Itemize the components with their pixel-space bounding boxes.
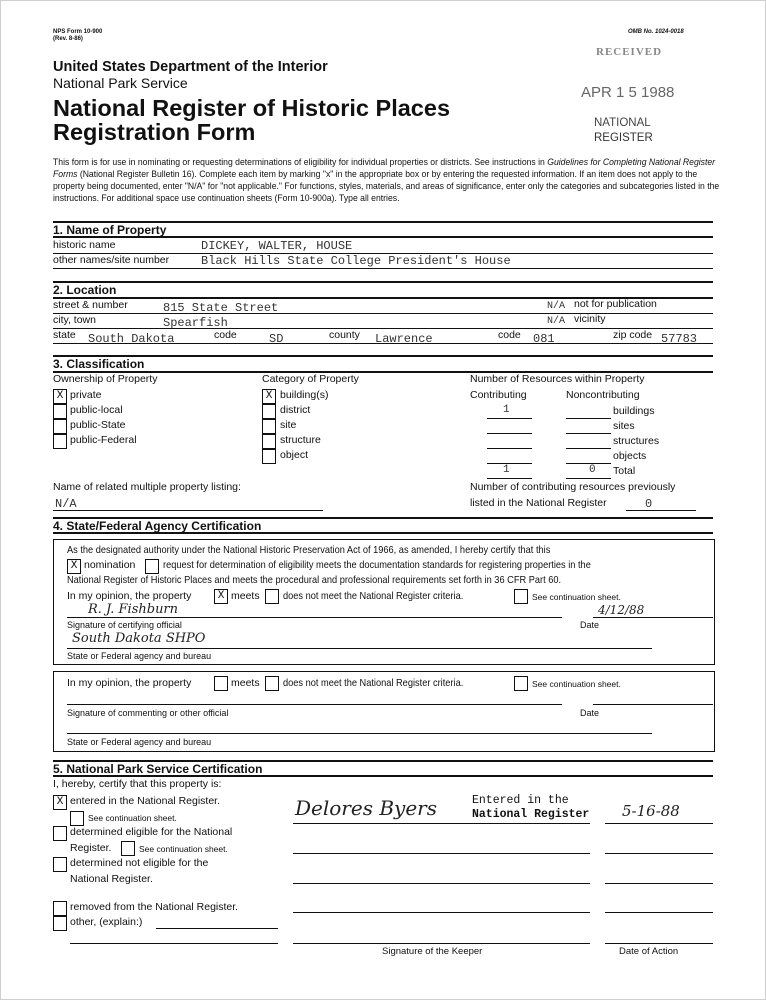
rule [593,704,713,705]
state-code-field[interactable]: SD [269,332,284,346]
state-code-label: code [214,329,237,341]
ownership-private-label: private [70,389,102,401]
checkbox-meets[interactable]: X [214,589,228,604]
checkbox-site[interactable] [262,419,276,434]
multiple-listing-field[interactable]: N/A [55,497,77,511]
multiple-listing-label: Name of related multiple property listing: [53,481,241,493]
agency-field[interactable]: South Dakota SHPO [72,631,206,646]
certifying-date[interactable]: 4/12/88 [598,603,645,617]
received-stamp: RECEIVED [596,46,663,58]
noncontributing-label: Noncontributing [566,389,640,401]
ownership-title: Ownership of Property [53,373,158,385]
rule [67,733,652,734]
stamp-register: REGISTER [594,132,653,144]
meets-label: meets [231,590,260,602]
section-2-title: 2. Location [53,283,117,297]
checkbox-private[interactable]: X [53,389,67,404]
checkbox-b2-meets[interactable] [214,676,228,691]
resource-type-label: structures [613,435,660,447]
previous-count-field[interactable]: 0 [645,497,653,511]
resource-type-label: objects [613,450,647,462]
state-field[interactable]: South Dakota [88,332,175,346]
omb-number: OMB No. 1024-0018 [628,29,684,35]
section-1-title: 1. Name of Property [53,223,167,237]
rule [605,943,713,944]
checkbox-public-state[interactable] [53,419,67,434]
contributing-label: Contributing [470,389,527,401]
street-field[interactable]: 815 State Street [163,301,279,315]
rule [67,648,652,649]
noncontributing-count[interactable]: 0 [589,464,596,476]
rule [53,281,713,283]
county-code-label: code [498,329,521,341]
category-site-label: site [280,419,297,431]
b2-opinion-label: In my opinion, the property [67,677,192,689]
rule [566,418,611,419]
rule [566,478,611,479]
rule [605,883,713,884]
category-structure-label: structure [280,434,321,446]
category-district-label: district [280,404,311,416]
rule [605,912,713,913]
other-names-field[interactable]: Black Hills State College President's House [201,254,511,268]
eligible-label-2: Register. [70,842,112,854]
rule [293,943,590,944]
rule [53,510,323,511]
resource-type-label: buildings [613,405,655,417]
rule [67,704,562,705]
continuation-label: See continuation sheet. [532,592,621,602]
checkbox-continuation[interactable] [514,589,528,604]
ownership-public-state-label: public-State [70,419,126,431]
entered-stamp-line-2: National Register [472,808,590,821]
zip-field[interactable]: 57783 [661,332,698,346]
rule [53,532,713,534]
b2-does-not-meet-label: does not meet the National Register criteria. [283,677,464,689]
rule [487,433,532,434]
form-number: NPS Form 10-900 [53,29,103,35]
entered-stamp-line-1: Entered in the [472,794,569,807]
vicinity-label: vicinity [574,313,606,325]
category-title: Category of Property [262,373,359,385]
contributing-count[interactable]: 1 [503,404,510,416]
checkbox-b2-does-not-meet[interactable] [265,676,279,691]
nps-intro: I, hereby, certify that this property is: [53,778,222,790]
action-date[interactable]: 5-16-88 [622,802,680,820]
other-label: other, (explain:) [70,916,143,928]
resource-type-label: sites [613,420,635,432]
category-buildings-label: building(s) [280,389,329,401]
signature-label: Signature of certifying official [67,620,182,630]
keeper-label: Signature of the Keeper [382,946,483,957]
cert-line-3: National Register of Historic Places and meets the procedural and professional requirements set forth in 36 CFR Part 60. [67,574,562,586]
checkbox-public-local[interactable] [53,404,67,419]
checkbox-eligible-continuation[interactable] [121,841,135,856]
page-subtitle: Registration Form [53,119,256,145]
checkbox-does-not-meet[interactable] [265,589,279,604]
entered-label: entered in the National Register. [70,795,221,807]
cert-line-1: As the designated authority under the National Historic Preservation Act of 1966, as amended, I hereby certify that this [67,544,551,556]
removed-label: removed from the National Register. [70,901,239,913]
rule [566,433,611,434]
instructions-text: This form is for use in nominating or requesting determinations of eligibility for individual properties or districts. See instructions in [53,156,548,167]
section-5-title: 5. National Park Service Certification [53,762,263,776]
b2-continuation-label: See continuation sheet. [532,679,621,689]
county-field[interactable]: Lawrence [375,332,433,346]
rule [293,883,590,884]
historic-name-label: historic name [53,239,116,251]
eligible-label: determined eligible for the National [70,826,233,838]
certifying-signature: R. J. Fishburn [88,602,179,617]
city-label: city, town [53,314,96,326]
county-label: county [329,329,360,341]
rule [53,355,713,357]
cert-line-2: request for determination of eligibility meets the documentation standards for registering properties in the [163,559,591,571]
city-field[interactable]: Spearfish [163,316,228,330]
checkbox-buildings[interactable]: X [262,389,276,404]
not-for-publication-label: not for publication [574,298,657,310]
checkbox-eligible[interactable] [53,826,67,841]
rule [487,448,532,449]
resources-title: Number of Resources within Property [470,373,645,385]
previous-label-1: Number of contributing resources previously [470,481,676,493]
rule [605,823,713,824]
checkbox-district[interactable] [262,404,276,419]
rule [605,853,713,854]
ownership-public-federal-label: public-Federal [70,434,137,446]
rule [593,617,713,618]
agency-label: State or Federal agency and bureau [67,651,212,661]
checkbox-structure[interactable] [262,434,276,449]
not-for-publication-value[interactable]: N/A [547,301,566,312]
historic-name-field[interactable]: DICKEY, WALTER, HOUSE [201,239,353,253]
zip-label: zip code [613,329,653,341]
instructions-text-2: (National Register Bulletin 16). Complete each item by marking "x" in the appropriate box or by entering the requested information. If an item does not apply to the property being documented, enter "N/A" for "not applicable." For functions, styles, materials, and areas of significance, enter only the categories and subcategories listed in the instructions. For additional space use continuation sheets (Form 10-900a). Type all entries. [53,168,720,204]
other-explain-field[interactable] [156,928,278,929]
rule [70,943,278,944]
checkbox-removed[interactable] [53,901,67,916]
contributing-count[interactable]: 1 [503,464,510,476]
checkbox-object[interactable] [262,449,276,464]
page-title: National Register of Historic Places [53,95,451,121]
vicinity-value[interactable]: N/A [547,316,566,327]
rule [53,236,713,238]
checkbox-not-eligible[interactable] [53,857,67,872]
date-of-action-label: Date of Action [619,946,679,957]
street-label: street & number [53,299,128,311]
category-object-label: object [280,449,309,461]
date-label: Date [580,620,600,630]
rule [626,510,696,511]
checkbox-other[interactable] [53,916,67,931]
rule [293,823,590,824]
state-label: state [53,329,76,341]
checkbox-entered[interactable]: X [53,795,67,810]
county-code-field[interactable]: 081 [533,332,555,346]
department: United States Department of the Interior [53,59,328,75]
b2-agency-label: State or Federal agency and bureau [67,737,212,747]
section-4-title: 4. State/Federal Agency Certification [53,519,262,533]
rule [487,418,532,419]
checkbox-entered-continuation[interactable] [70,811,84,826]
not-eligible-label-2: National Register. [70,873,153,885]
checkbox-public-federal[interactable] [53,434,67,449]
received-date: APR 1 5 1988 [581,84,675,101]
agency-name: National Park Service [53,75,188,91]
instructions-guidelines: Guidelines for Completing National Register Forms [53,156,716,180]
entered-continuation-label: See continuation sheet. [88,813,177,823]
b2-meets-label: meets [231,677,260,689]
rule [293,853,590,854]
eligible-continuation-label: See continuation sheet. [139,844,228,854]
b2-date-label: Date [580,708,600,718]
opinion-label: In my opinion, the property [67,590,192,602]
rule [53,775,713,777]
checkbox-b2-continuation[interactable] [514,676,528,691]
rule [53,343,713,344]
checkbox-nomination[interactable]: X [67,559,81,574]
ownership-public-local-label: public-local [70,404,123,416]
rule [53,313,713,314]
keeper-signature: Delores Byers [295,796,437,820]
rule [566,448,611,449]
instructions [53,156,721,204]
rule [487,478,532,479]
b2-signature-label: Signature of commenting or other official [67,708,229,718]
resource-type-label: Total [613,465,636,477]
previous-label-2: listed in the National Register [470,497,607,509]
does-not-meet-label: does not meet the National Register criteria. [283,590,464,602]
checkbox-request[interactable] [145,559,159,574]
rule [67,617,562,618]
form-revision: (Rev. 8-86) [53,36,83,42]
not-eligible-label: determined not eligible for the [70,857,209,869]
other-names-label: other names/site number [53,254,170,266]
rule [293,912,590,913]
rule [53,268,713,269]
stamp-national: NATIONAL [594,117,651,129]
nomination-label: nomination [84,559,136,571]
section-3-title: 3. Classification [53,357,145,371]
